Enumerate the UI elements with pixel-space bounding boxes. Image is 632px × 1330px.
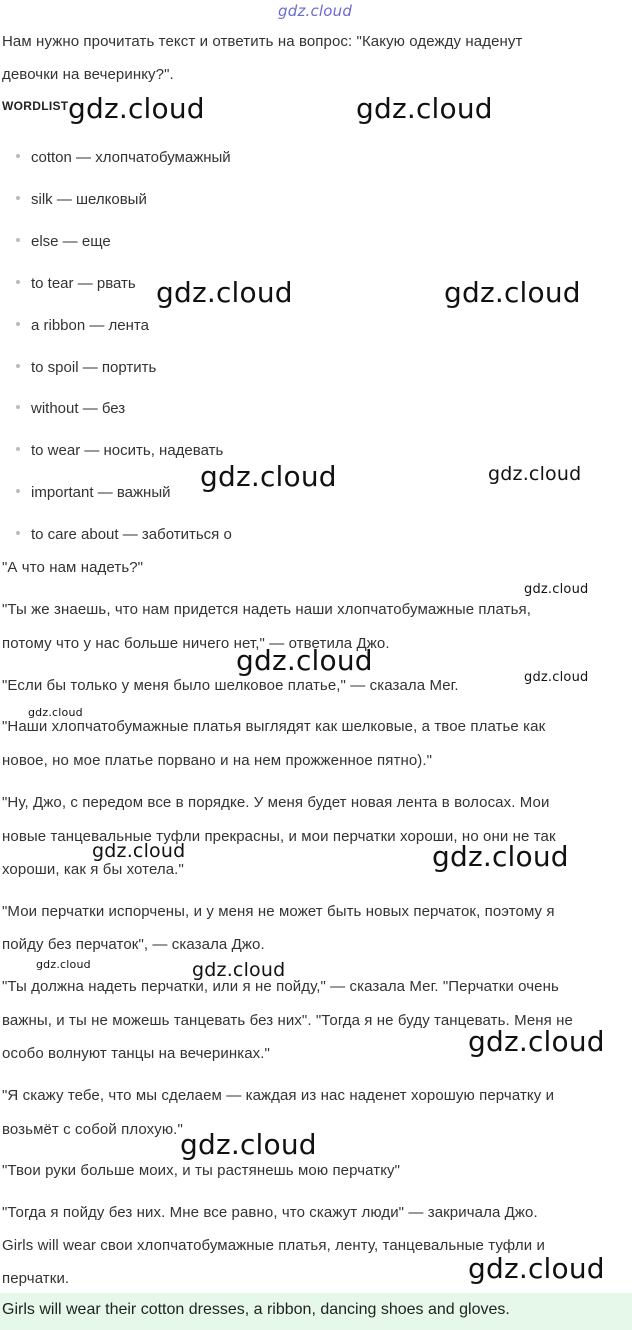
list-item: else — еще <box>16 233 111 250</box>
text-line: "Ты должна надеть перчатки, или я не пойду," — сказала Мег. "Перчатки очень <box>2 978 559 995</box>
answer-text: Girls will wear their cotton dresses, a ribbon, dancing shoes and gloves. <box>2 1301 510 1318</box>
list-item: to wear — носить, надевать <box>16 442 223 459</box>
text-line: "А что нам надеть?" <box>2 559 144 576</box>
list-item: without — без <box>16 400 125 417</box>
watermark: gdz.cloud <box>192 959 286 981</box>
wordlist-heading: WORDLIST <box>2 99 69 113</box>
watermark: gdz.cloud <box>36 958 91 971</box>
bullet-icon <box>16 447 20 451</box>
intro-line-2: девочки на вечеринку?". <box>2 66 174 83</box>
text-line: Girls will wear свои хлопчатобумажные платья, ленту, танцевальные туфли и <box>2 1237 545 1254</box>
bullet-icon <box>16 489 20 493</box>
watermark: gdz.cloud <box>468 1252 605 1285</box>
bullet-icon <box>16 238 20 242</box>
list-item: silk — шелковый <box>16 191 147 208</box>
bullet-icon <box>16 364 20 368</box>
list-item: cotton — хлопчатобумажный <box>16 149 231 166</box>
watermark: gdz.cloud <box>28 706 83 719</box>
watermark: gdz.cloud <box>92 840 186 862</box>
text-line: важны, и ты не можешь танцевать без них". "Тогда я не буду танцевать. Меня не <box>2 1012 573 1029</box>
watermark: gdz.cloud <box>444 276 581 309</box>
text-line: "Тогда я пойду без них. Мне все равно, что скажут люди" — закричала Джо. <box>2 1204 538 1221</box>
list-item: to spoil — портить <box>16 359 156 376</box>
text-line: пойду без перчаток", — сказала Джо. <box>2 936 265 953</box>
watermark: gdz.cloud <box>432 840 569 873</box>
answer-highlight <box>0 1293 632 1330</box>
text-line: "Я скажу тебе, что мы сделаем — каждая из нас наденет хорошую перчатку и <box>2 1087 555 1104</box>
watermark: gdz.cloud <box>156 276 293 309</box>
intro-line-1: Нам нужно прочитать текст и ответить на вопрос: "Какую одежду наденут <box>2 33 523 50</box>
bullet-icon <box>16 531 20 535</box>
text-line: перчатки. <box>2 1270 70 1287</box>
watermark: gdz.cloud <box>180 1128 317 1161</box>
text-line: возьмёт с собой плохую." <box>2 1121 183 1138</box>
text-line: особо волнуют танцы на вечеринках." <box>2 1045 270 1062</box>
watermark: gdz.cloud <box>524 670 589 685</box>
bullet-icon <box>16 280 20 284</box>
watermark: gdz.cloud <box>524 582 589 597</box>
list-item: important — важный <box>16 484 170 501</box>
bullet-icon <box>16 322 20 326</box>
list-item: to tear — рвать <box>16 275 136 292</box>
bullet-icon <box>16 196 20 200</box>
text-line: новые танцевальные туфли прекрасны, и мои перчатки хороши, но они не так <box>2 828 556 845</box>
watermark: gdz.cloud <box>68 92 205 125</box>
watermark: gdz.cloud <box>356 92 493 125</box>
watermark: gdz.cloud <box>488 463 582 485</box>
text-line: "Мои перчатки испорчены, и у меня не может быть новых перчаток, поэтому я <box>2 903 555 920</box>
list-item: a ribbon — лента <box>16 317 149 334</box>
bullet-icon <box>16 405 20 409</box>
watermark-top: gdz.cloud <box>278 2 353 20</box>
text-line: "Ну, Джо, с передом все в порядке. У меня будет новая лента в волосах. Мои <box>2 794 550 811</box>
text-line: потому что у нас больше ничего нет," — ответила Джо. <box>2 635 390 652</box>
watermark: gdz.cloud <box>236 644 373 677</box>
text-line: новое, но мое платье порвано и на нем прожженное пятно)." <box>2 752 433 769</box>
text-line: хороши, как я бы хотела." <box>2 861 184 878</box>
watermark: gdz.cloud <box>200 460 337 493</box>
text-line: "Ты же знаешь, что нам придется надеть наши хлопчатобумажные платья, <box>2 601 531 618</box>
list-item: to care about — заботиться о <box>16 526 232 543</box>
text-line: "Твои руки больше моих, и ты растянешь мою перчатку" <box>2 1162 401 1179</box>
bullet-icon <box>16 154 20 158</box>
text-line: "Наши хлопчатобумажные платья выглядят как шелковые, а твое платье как <box>2 718 546 735</box>
watermark: gdz.cloud <box>468 1025 605 1058</box>
text-line: "Если бы только у меня было шелковое платье," — сказала Мег. <box>2 677 459 694</box>
